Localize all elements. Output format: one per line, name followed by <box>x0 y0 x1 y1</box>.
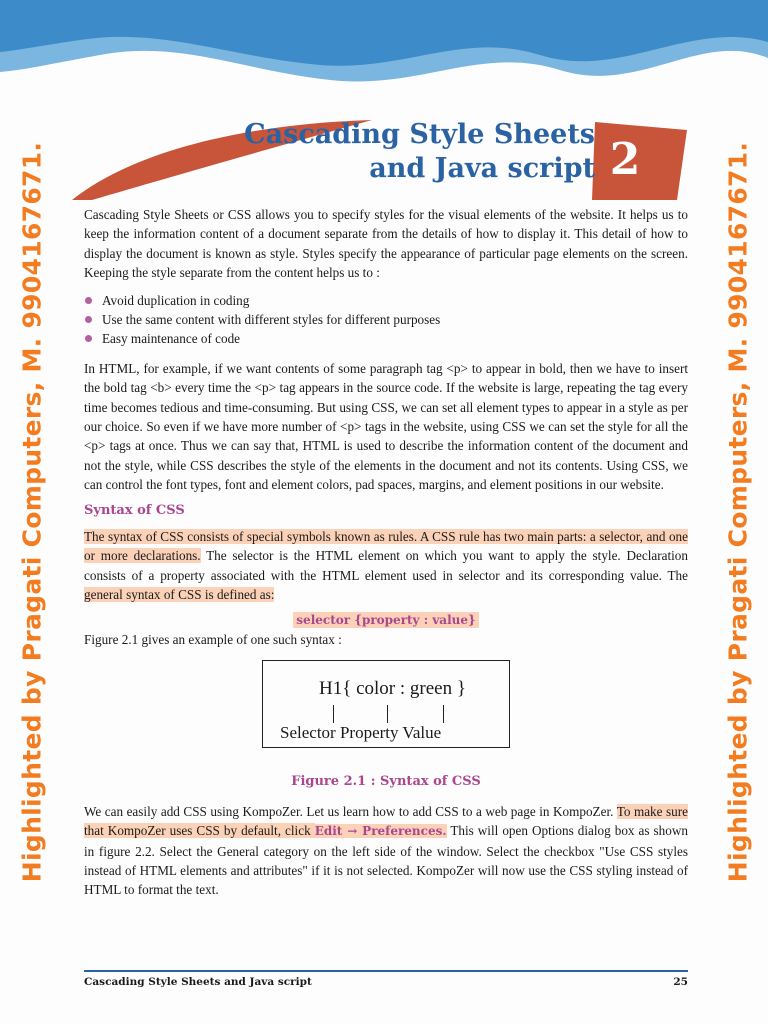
title-line-2: and Java script <box>369 153 595 184</box>
highlighted-text: To make sure that KompoZer uses CSS by default, click <box>84 803 688 839</box>
bullet-icon <box>85 335 92 342</box>
figure-box <box>262 660 510 748</box>
bullet-icon <box>85 297 92 304</box>
figure-pointer-line <box>333 705 334 723</box>
kompozer-text: We can easily add CSS using KompoZer. Let us learn how to add CSS to a web page in KompoZer. <box>84 803 617 819</box>
menu-path: Edit → Preferences. <box>314 824 447 839</box>
footer-title: Cascading Style Sheets and Java script <box>84 976 312 988</box>
bullet-icon <box>85 316 92 323</box>
syntax-example-line <box>84 610 688 630</box>
figure-labels: Selector Property Value <box>280 722 442 742</box>
intro-paragraph: Cascading Style Sheets or CSS allows you to specify styles for the visual elements of the website. It helps us to keep the information content of a document separate from the details of how to display it. This detail of how to display the document is known as style. Styles specify the appearance of particular page elements on the screen. Keeping the style separate from the content helps us to : <box>84 207 688 281</box>
list-item <box>84 329 688 348</box>
kompozer-paragraph <box>84 802 688 900</box>
watermark-left: Highlighted by Pragati Computers, M. 9904167671. <box>17 141 47 883</box>
footer-rule <box>84 970 688 972</box>
figure-pointer-line <box>443 705 444 723</box>
syntax-text: The selector is the HTML element on which you want to apply the style. Declaration consists of a property associated with the HTML element used in selector and its corresponding value. The <box>84 548 688 583</box>
chapter-title <box>240 118 595 186</box>
title-line-1: Cascading Style Sheets <box>244 119 595 150</box>
syntax-example: selector {property : value} <box>293 612 478 628</box>
highlighted-text: general syntax of CSS is defined as: <box>84 586 275 602</box>
blue-wave-banner <box>0 0 768 110</box>
list-item-text: Avoid duplication in coding <box>102 292 250 308</box>
figure-caption: Figure 2.1 : Syntax of CSS <box>291 773 481 789</box>
highlighted-text: The syntax of CSS consists of special symbols known as rules. A CSS rule has two main parts: a selector, and one or more declarations. <box>84 528 688 564</box>
figure-pointer-line <box>387 705 388 723</box>
page-content <box>84 205 688 900</box>
watermark-right: Highlighted by Pragati Computers, M. 9904167671. <box>723 141 753 883</box>
chapter-number: 2 <box>609 134 641 185</box>
syntax-paragraph <box>84 527 688 605</box>
list-item <box>84 310 688 329</box>
section-heading-syntax: Syntax of CSS <box>84 502 185 518</box>
figure-intro: Figure 2.1 gives an example of one such syntax : <box>84 632 342 648</box>
list-item-text: Easy maintenance of code <box>102 331 241 347</box>
benefits-list <box>84 291 688 349</box>
list-item <box>84 291 688 310</box>
kompozer-text-2: This will open Options dialog box as shown in figure 2.2. Select the General category on the left side of the window. Select the checkbox "Use CSS styles instead of HTML elements and attributes" if it is not selected. KompoZer will now use the CSS styling instead of HTML to format the text. <box>84 823 688 898</box>
figure-code: H1{ color : green } <box>319 677 466 699</box>
html-css-paragraph: In HTML, for example, if we want contents of some paragraph tag <p> to appear in bold, then we have to insert the bold tag <b> every time the <p> tag appears in the source code. If the website is large, repeating the tag every time becomes tedious and time-consuming. But using CSS, we can set all element types to appear in a style as per our choice. So even if we have more number of <p> tags in the website, using CSS we can set the style for all the <p> tags at once. Thus we can say that, HTML is used to describe the information content of the document and not the style, while CSS describes the style of the elements in the document and not its contents. Using CSS, we can control the font types, font and element colors, pad spaces, margins, and element positions in our website. <box>84 360 688 493</box>
page-number: 25 <box>673 976 688 988</box>
list-item-text: Use the same content with different styles for different purposes <box>102 312 441 328</box>
